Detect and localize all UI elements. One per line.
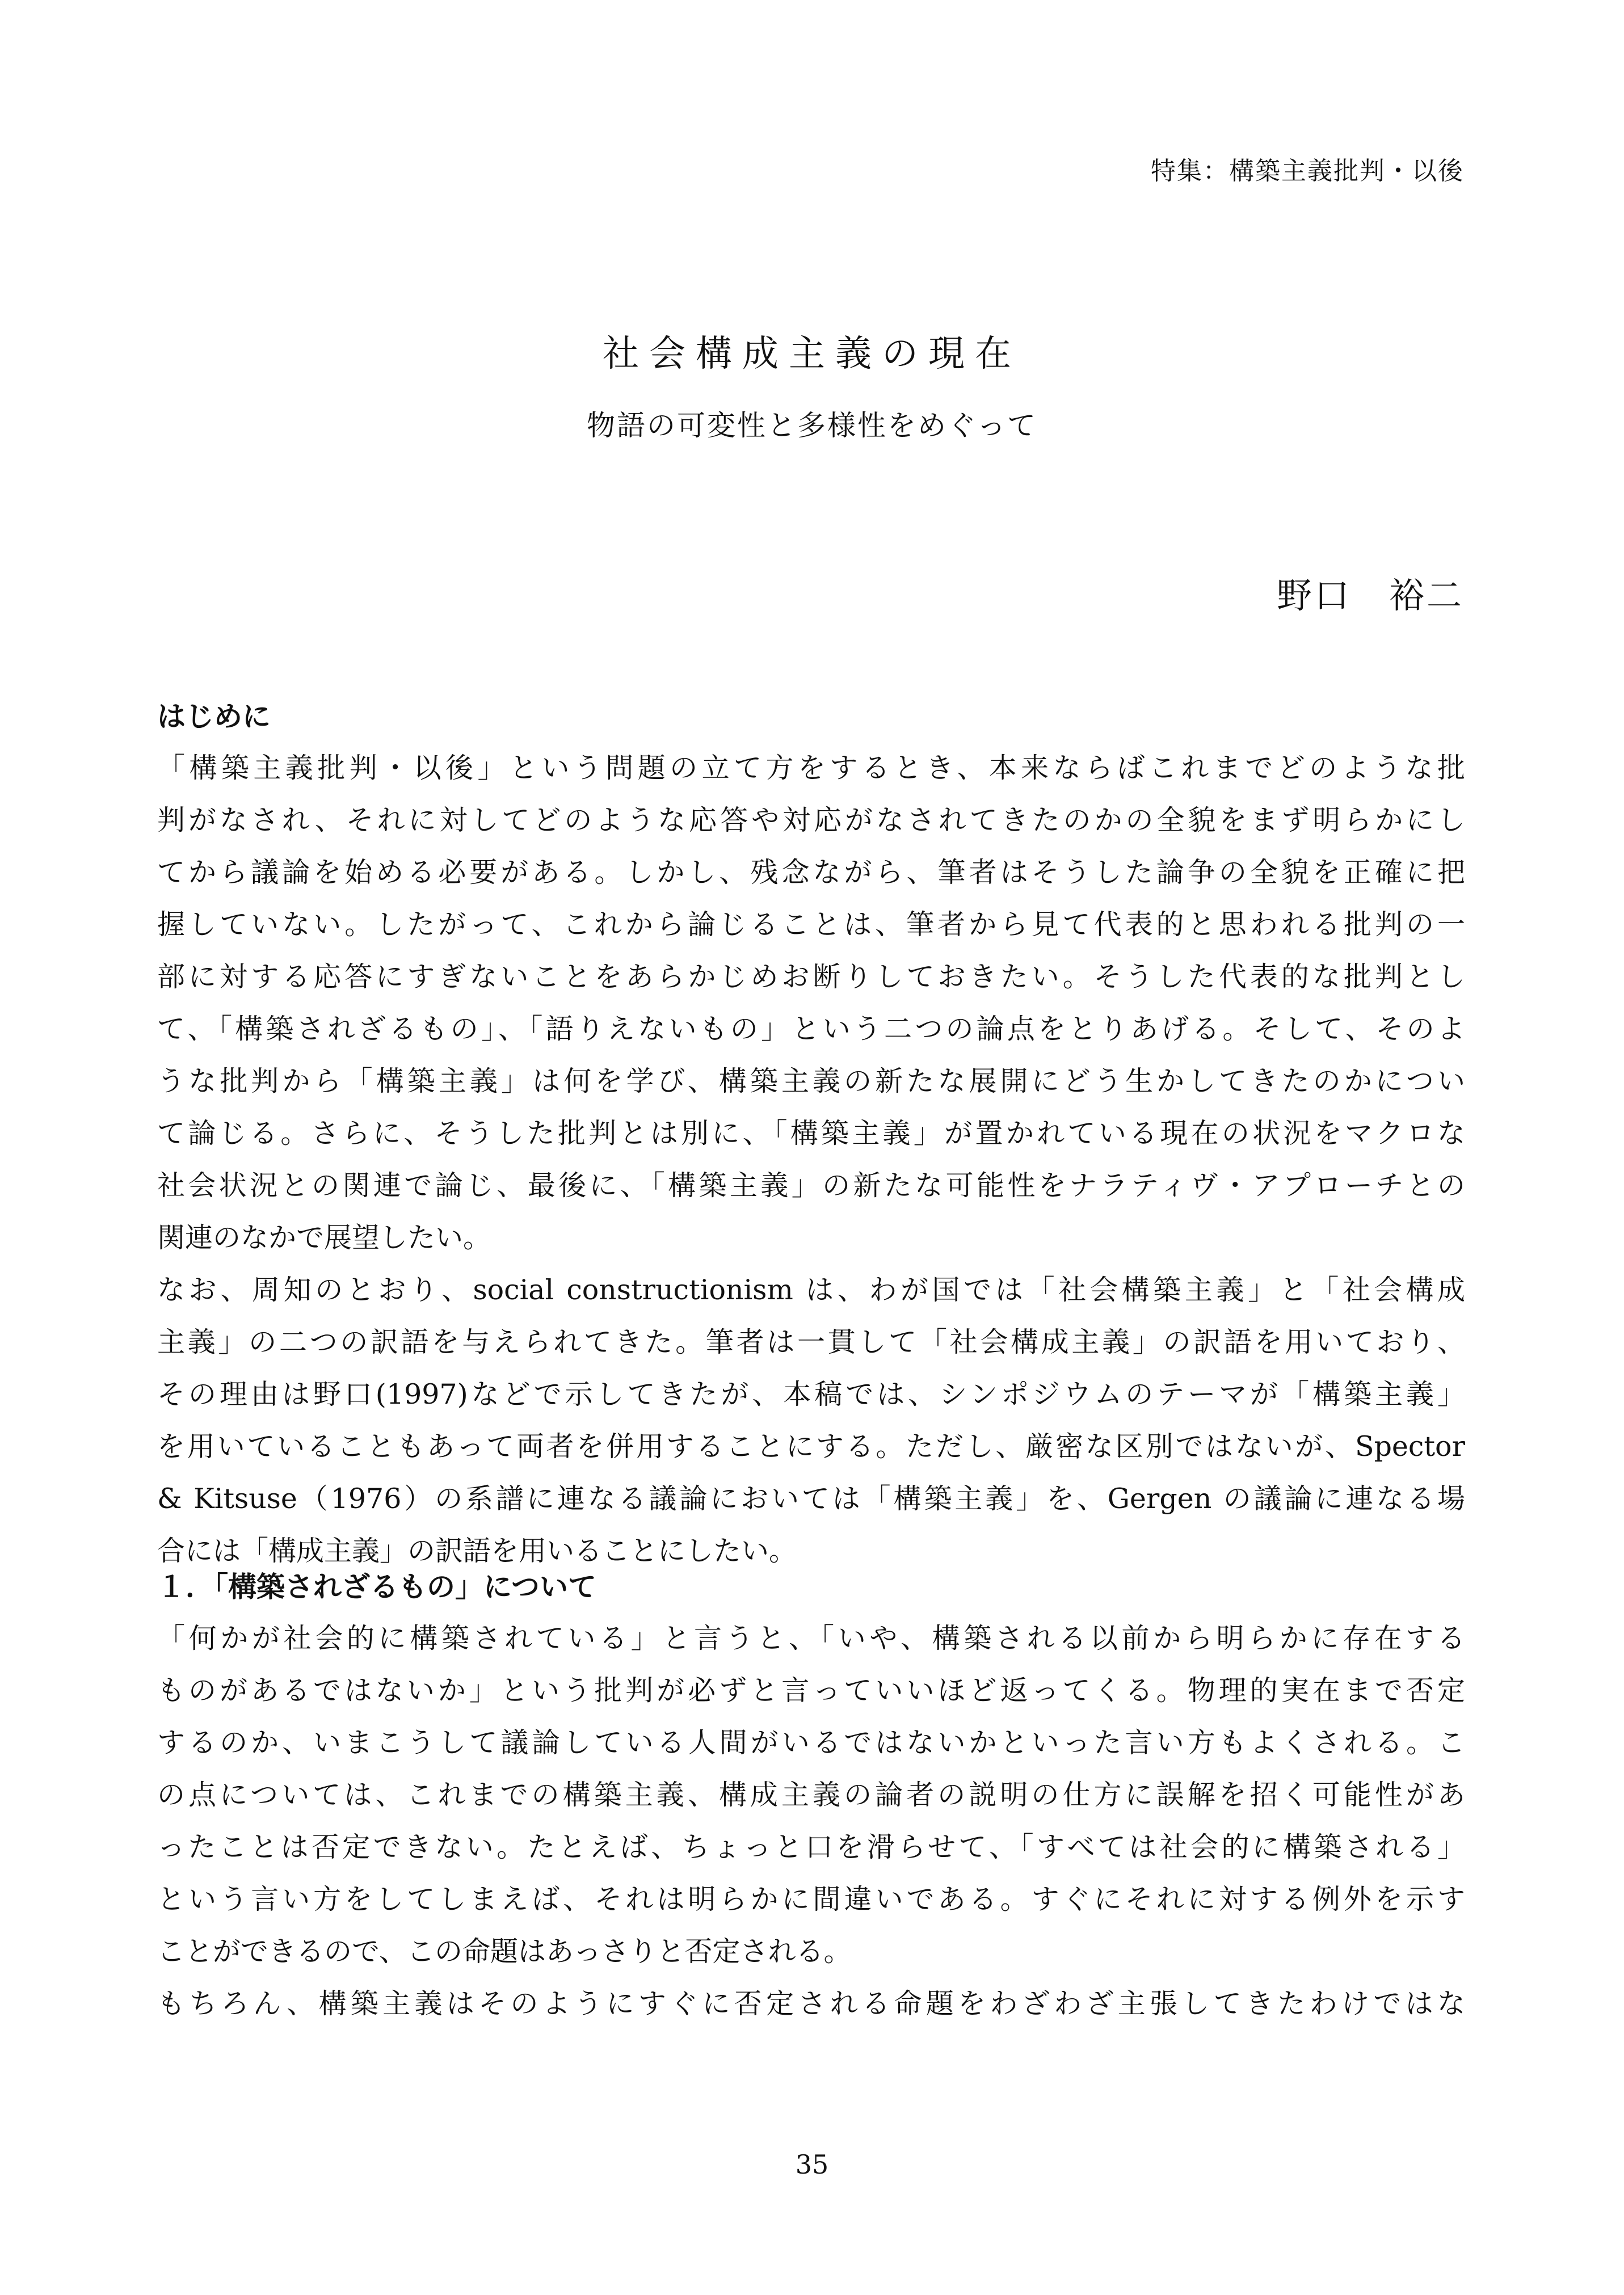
paragraph <box>157 1978 1465 2030</box>
text-line: という言い方をしてしまえば、それは明らかに間違いである。すぐにそれに対する例外を示す <box>157 1883 1465 1915</box>
article-subtitle: 物語の可変性と多様性をめぐって <box>587 409 1037 442</box>
section-heading: はじめに <box>157 700 271 733</box>
section-introduction <box>157 691 1465 1577</box>
text-line: うな批判から「構築主義」は何を学び、構築主義の新たな展開にどう生かしてきたのかについ <box>157 1065 1465 1097</box>
text-line: ったことは否定できない。たとえば、ちょっと口を滑らせて、「すべては社会的に構築される」 <box>157 1831 1465 1863</box>
text-line: 部に対する応答にすぎないことをあらかじめお断りしておきたい。そうした代表的な批判とし <box>157 961 1465 993</box>
text-line: もちろん、構築主義はそのようにすぐに否定される命題をわざわざ主張してきたわけではな <box>157 1987 1465 2020</box>
text-line: & Kitsuse（1976）の系譜に連なる議論においては「構築主義」を、Gergen の議論に連なる場 <box>157 1483 1465 1515</box>
section-1 <box>157 1561 1465 2030</box>
text-line: て論じる。さらに、そうした批判とは別に、「構築主義」が置かれている現在の状況をマクロな <box>157 1117 1465 1149</box>
author-name: 野口 裕二 <box>1276 575 1464 616</box>
text-line: 「構築主義批判・以後」という問題の立て方をするとき、本来ならばこれまでどのような批 <box>157 752 1465 784</box>
text-line: 関連のなかで展望したい。 <box>157 1222 491 1254</box>
running-header: 特集：構築主義批判・以後 <box>1151 157 1464 186</box>
text-line: 「何かが社会的に構築されている」と言うと、「いや、構築される以前から明らかに存在する <box>157 1622 1465 1654</box>
text-line: の点については、これまでの構築主義、構成主義の論者の説明の仕方に誤解を招く可能性があ <box>157 1779 1465 1811</box>
page-number: 35 <box>795 2149 829 2180</box>
text-line: 握していない。したがって、これから論じることは、筆者から見て代表的と思われる批判の一 <box>157 908 1465 941</box>
text-line: 社会状況との関連で論じ、最後に、「構築主義」の新たな可能性をナラティヴ・アプローチとの <box>157 1169 1465 1202</box>
text-line: ものがあるではないか」という批判が必ずと言っていいほど返ってくる。物理的実在まで否定 <box>157 1674 1465 1707</box>
text-line: 主義」の二つの訳語を与えられてきた。筆者は一貫して「社会構成主義」の訳語を用いており、 <box>157 1326 1465 1358</box>
paragraph <box>157 1612 1465 1978</box>
paragraph <box>157 1264 1465 1577</box>
section-heading: １．「構築されざるもの」について <box>157 1570 596 1603</box>
text-line: て、「構築されざるもの」、「語りえないもの」という二つの論点をとりあげる。そして、そのよ <box>157 1013 1465 1045</box>
text-line: 判がなされ、それに対してどのような応答や対応がなされてきたのかの全貌をまず明らかにし <box>157 804 1465 836</box>
text-line: ことができるので、この命題はあっさりと否定される。 <box>157 1935 852 1968</box>
text-line: なお、周知のとおり、social constructionism は、わが国では「社会構築主義」と「社会構成 <box>157 1274 1465 1306</box>
text-line: するのか、いまこうして議論している人間がいるではないかといった言い方もよくされる。こ <box>157 1726 1465 1759</box>
paragraph <box>157 742 1465 1264</box>
text-line: 合には「構成主義」の訳語を用いることにしたい。 <box>157 1535 797 1567</box>
text-line: を用いていることもあって両者を併用することにする。ただし、厳密な区別ではないが、Spector <box>157 1430 1465 1463</box>
text-line: その理由は野口(1997)などで示してきたが、本稿では、シンポジウムのテーマが「構築主義」 <box>157 1378 1465 1410</box>
article-title: 社会構成主義の現在 <box>603 333 1021 375</box>
text-line: てから議論を始める必要がある。しかし、残念ながら、筆者はそうした論争の全貌を正確に把 <box>157 856 1465 888</box>
